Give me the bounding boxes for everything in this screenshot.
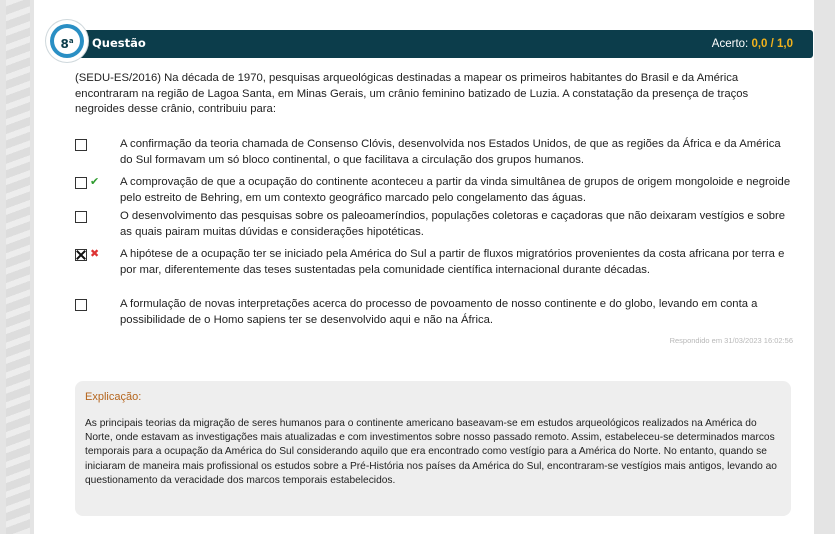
option-checkbox[interactable] xyxy=(75,139,87,151)
answered-timestamp: Respondido em 31/03/2023 16:02:56 xyxy=(669,336,793,345)
answer-option[interactable] xyxy=(75,137,795,168)
option-text: A comprovação de que a ocupação do continente aconteceu a partir da vinda simultânea de grupos de origem mongoloide e negroide pelo estreito de Behring, em um contexto geográfico marcado pelo congelamento das águas. xyxy=(120,176,791,204)
wrong-x-icon: ✖ xyxy=(90,248,100,260)
question-number xyxy=(54,28,80,54)
option-text: A hipótese de a ocupação ter se iniciado pela América do Sul a partir de fluxos migratórios provenientes da costa africana por terra e por mar, diferentemente das teses sustentadas pela comunidade científica internacional durante décadas. xyxy=(120,248,785,276)
score-label: Acerto: xyxy=(711,38,749,50)
left-background-panel xyxy=(0,0,34,534)
answer-option[interactable] xyxy=(75,247,795,278)
question-title: Questão xyxy=(92,36,146,50)
question-number-ordinal: a xyxy=(68,37,74,45)
explanation-text: As principais teorias da migração de seres humanos para o continente americano baseavam-se em estudos arqueológicos realizados na América do Norte, onde estavam as investigações mais atualizadas e com investimentos sobre nosso passado remoto. Assim, estabeleceu-se determinados marcos temporais para a ocupação da América do Sul considerando aquilo que era encontrado como vestígio para a América do Norte. No entanto, quando se iniciaram de maneira mais profissional os estudos sobre a Pré-História nos países da América do Sul, encontraram-se vestígios mais antigos, levando ao questionamento da veracidade dos marcos temporais estabelecidos. xyxy=(85,418,777,486)
option-checkbox[interactable] xyxy=(75,177,87,189)
answer-option[interactable] xyxy=(75,175,795,206)
option-text: A formulação de novas interpretações acerca do processo de povoamento de nosso continente e do globo, levando em conta a possibilidade de o Homo sapiens ter se desenvolvido aqui e não na África. xyxy=(120,298,758,326)
right-background-panel xyxy=(814,0,835,534)
option-text: O desenvolvimento das pesquisas sobre os paleoameríndios, populações coletoras e caçadoras que não deixaram vestígios e sobre as quais pairam muitas dúvidas e considerações hipotéticas. xyxy=(120,210,786,238)
question-header-bar xyxy=(53,30,813,58)
answer-option[interactable] xyxy=(75,209,795,240)
correct-check-icon: ✔ xyxy=(90,176,100,188)
option-text: A confirmação da teoria chamada de Consenso Clóvis, desenvolvida nos Estados Unidos, de que as regiões da África e da América do Sul formavam um só bloco continental, o que facilitava a circulação dos grupos humanos. xyxy=(120,138,781,166)
score-display xyxy=(712,38,793,50)
explanation-box xyxy=(75,381,791,516)
option-checkbox-checked[interactable] xyxy=(75,249,87,261)
option-checkbox[interactable] xyxy=(75,211,87,223)
explanation-title: Explicação: xyxy=(85,391,142,403)
option-checkbox[interactable] xyxy=(75,299,87,311)
score-value: 0,0 / 1,0 xyxy=(751,38,793,50)
question-stem: (SEDU-ES/2016) Na década de 1970, pesquisas arqueológicas destinadas a mapear os primeiros habitantes do Brasil e da América encontraram na região de Lagoa Santa, em Minas Gerais, um crânio feminino batizado de Luzia. A constatação da presença de traços negroides desse crânio, contribuiu para: xyxy=(75,72,749,115)
answer-option[interactable] xyxy=(75,297,795,328)
question-number-value: 8 xyxy=(60,37,69,51)
